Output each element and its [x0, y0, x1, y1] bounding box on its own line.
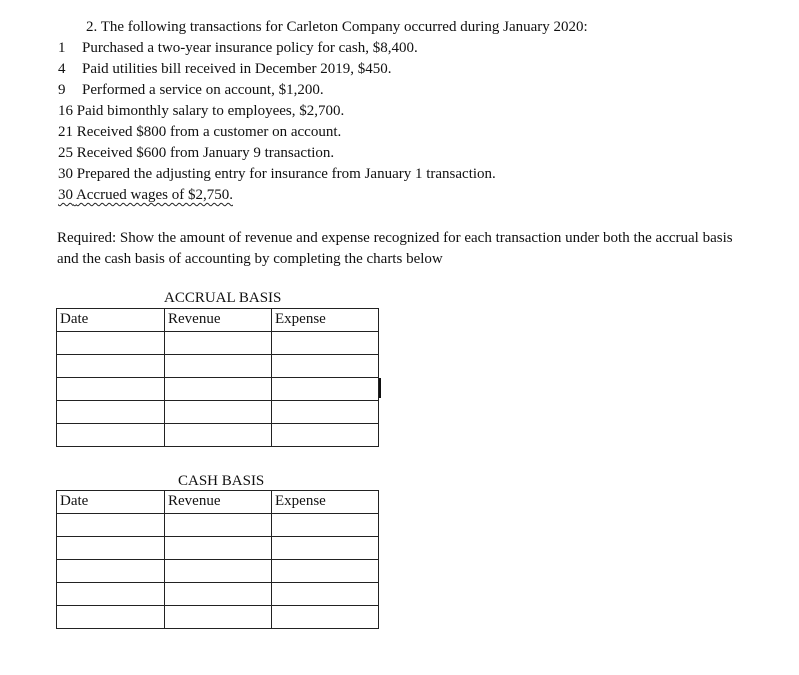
transaction-text: Accrued wages of $2,750.	[75, 187, 233, 203]
expense-cell[interactable]	[272, 332, 379, 355]
date-cell[interactable]	[57, 606, 165, 629]
date-cell[interactable]	[57, 332, 165, 355]
transaction-line	[58, 59, 392, 79]
transaction-text: Performed a service on account, $1,200.	[82, 82, 324, 98]
date-cell[interactable]	[57, 560, 165, 583]
transaction-line	[58, 101, 344, 121]
required-instructions: Required: Show the amount of revenue and expense recognized for each transaction under both the accrual basis and the cash basis of accounting by completing the charts below	[57, 230, 733, 267]
cash-basis-table	[56, 490, 379, 629]
revenue-cell[interactable]	[165, 378, 272, 401]
date-cell[interactable]	[57, 583, 165, 606]
transaction-day: 16	[58, 103, 73, 119]
text-cursor	[379, 378, 381, 398]
transaction-day: 30	[58, 187, 73, 203]
transaction-day: 9	[58, 82, 66, 98]
transaction-text: Paid utilities bill received in December 2019, $450.	[82, 61, 392, 77]
header-date: Date	[57, 309, 165, 332]
table-row	[57, 514, 379, 537]
expense-cell[interactable]	[272, 401, 379, 424]
table-row	[57, 583, 379, 606]
revenue-cell[interactable]	[165, 401, 272, 424]
table-row	[57, 378, 379, 401]
header-revenue: Revenue	[165, 309, 272, 332]
date-cell[interactable]	[57, 537, 165, 560]
transaction-day: 1	[58, 40, 66, 56]
expense-cell[interactable]	[272, 378, 379, 401]
expense-cell[interactable]	[272, 537, 379, 560]
transaction-day: 30	[58, 166, 73, 182]
header-expense: Expense	[272, 491, 379, 514]
transaction-line	[58, 164, 496, 184]
revenue-cell[interactable]	[165, 537, 272, 560]
table-header-row	[57, 491, 379, 514]
header-expense: Expense	[272, 309, 379, 332]
date-cell[interactable]	[57, 514, 165, 537]
transaction-line	[58, 143, 334, 163]
table-row	[57, 606, 379, 629]
transaction-line	[58, 80, 324, 100]
expense-cell[interactable]	[272, 514, 379, 537]
table-row	[57, 332, 379, 355]
transaction-day: 25	[58, 145, 73, 161]
header-date: Date	[57, 491, 165, 514]
table-header-row	[57, 309, 379, 332]
transaction-text: Received $800 from a customer on account.	[76, 124, 342, 140]
date-cell[interactable]	[57, 378, 165, 401]
expense-cell[interactable]	[272, 355, 379, 378]
revenue-cell[interactable]	[165, 560, 272, 583]
revenue-cell[interactable]	[165, 332, 272, 355]
table-row	[57, 355, 379, 378]
transaction-text: Received $600 from January 9 transaction.	[76, 145, 335, 161]
table-row	[57, 401, 379, 424]
cash-table-title: CASH BASIS	[178, 473, 265, 489]
table-row	[57, 537, 379, 560]
transaction-line-spellcheck	[58, 185, 233, 205]
expense-cell[interactable]	[272, 606, 379, 629]
revenue-cell[interactable]	[165, 514, 272, 537]
revenue-cell[interactable]	[165, 583, 272, 606]
revenue-cell[interactable]	[165, 424, 272, 447]
transaction-line	[58, 122, 341, 142]
transaction-text: Paid bimonthly salary to employees, $2,700.	[76, 103, 345, 119]
table-row	[57, 424, 379, 447]
date-cell[interactable]	[57, 401, 165, 424]
header-revenue: Revenue	[165, 491, 272, 514]
expense-cell[interactable]	[272, 560, 379, 583]
transaction-line	[58, 38, 418, 58]
accrual-table-title: ACCRUAL BASIS	[164, 290, 282, 306]
transaction-text: Prepared the adjusting entry for insurance from January 1 transaction.	[76, 166, 496, 182]
table-row	[57, 560, 379, 583]
transaction-day: 4	[58, 61, 66, 77]
revenue-cell[interactable]	[165, 355, 272, 378]
accrual-basis-table	[56, 308, 379, 447]
revenue-cell[interactable]	[165, 606, 272, 629]
expense-cell[interactable]	[272, 583, 379, 606]
date-cell[interactable]	[57, 424, 165, 447]
expense-cell[interactable]	[272, 424, 379, 447]
transaction-day: 21	[58, 124, 73, 140]
date-cell[interactable]	[57, 355, 165, 378]
question-heading: 2. The following transactions for Carleton Company occurred during January 2020:	[86, 19, 588, 35]
transaction-text: Purchased a two-year insurance policy for cash, $8,400.	[82, 40, 418, 56]
